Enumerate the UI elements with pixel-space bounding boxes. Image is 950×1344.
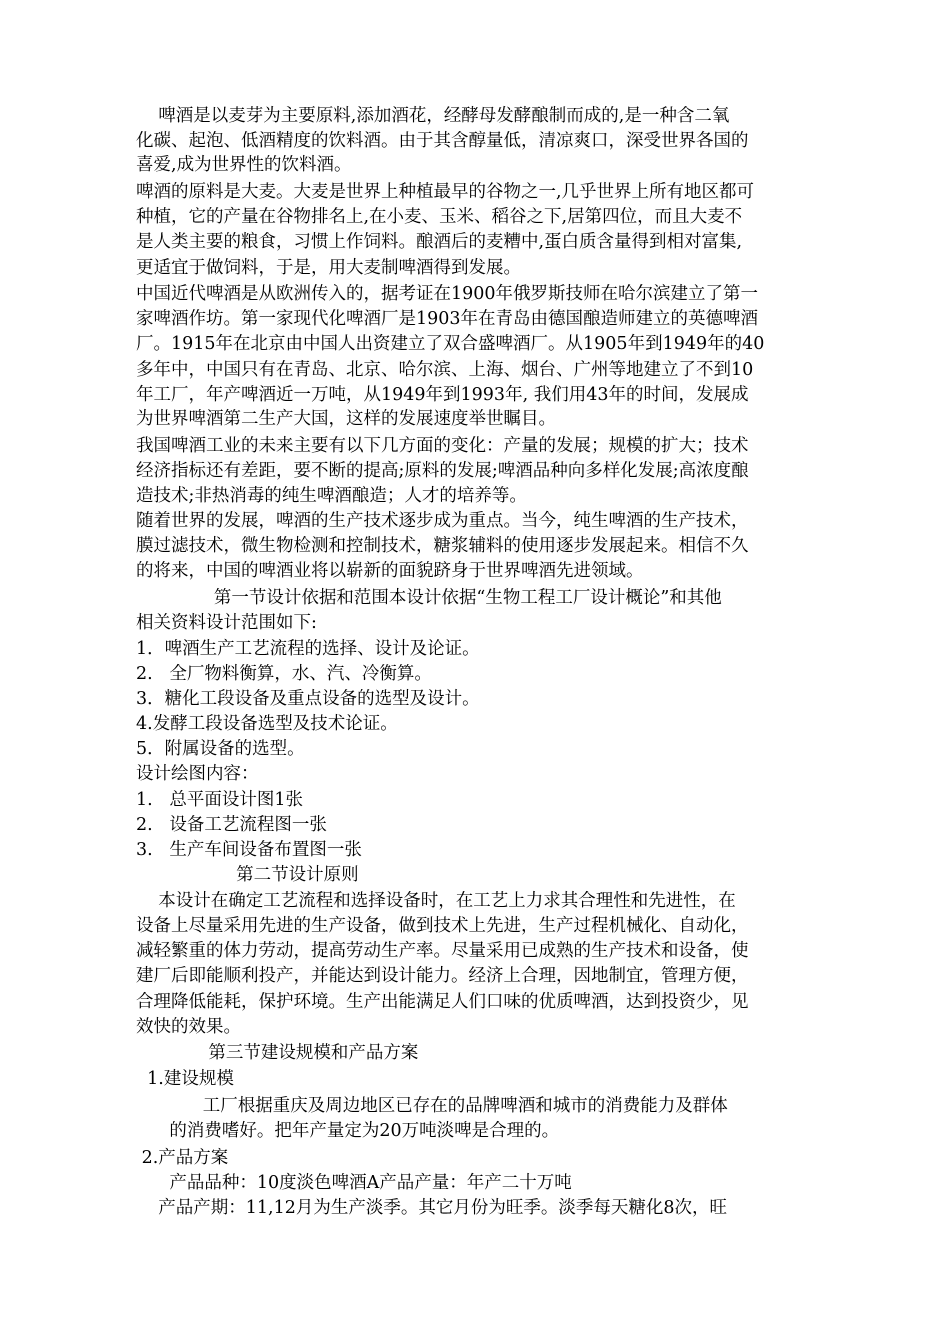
text-line: 4.发酵工段设备选型及技术论证。	[136, 714, 398, 734]
text-line: 第一节设计依据和范围本设计依据“生物工程工厂设计概论”和其他	[136, 588, 722, 608]
text-line: 我国啤酒工业的未来主要有以下几方面的变化：产量的发展；规模的扩大；技术	[136, 436, 749, 456]
text-line: 效快的效果。	[136, 1017, 241, 1037]
text-line: 5．附属设备的选型。	[136, 739, 305, 759]
text-line: 是人类主要的粮食，习惯上作饲料。酿酒后的麦糟中,蛋白质含量得到相对富集,	[136, 232, 743, 252]
text-line: 产品品种：10度淡色啤酒A产品产量：年产二十万吨	[136, 1173, 572, 1193]
text-line: 中国近代啤酒是从欧洲传入的，据考证在1900年俄罗斯技师在哈尔滨建立了第一	[136, 284, 759, 304]
text-line: 建厂后即能顺利投产，并能达到设计能力。经济上合理，因地制宜，管理方便，	[136, 966, 749, 986]
text-line: 设备上尽量采用先进的生产设备，做到技术上先进，生产过程机械化、自动化，	[136, 916, 749, 936]
text-line: 经济指标还有差距，要不断的提高;原料的发展;啤酒品种向多样化发展;高浓度酿	[136, 461, 749, 481]
text-line: 多年中，中国只有在青岛、北京、哈尔滨、上海、烟台、广州等地建立了不到10	[136, 360, 754, 380]
text-line: 2. 全厂物料衡算，水、汽、冷衡算。	[136, 664, 432, 684]
text-line: 年工厂，年产啤酒近一万吨，从1949年到1993年, 我们用43年的时间，发展成	[136, 385, 749, 405]
text-line: 产品产期：11,12月为生产淡季。其它月份为旺季。淡季每天糖化8次，旺	[136, 1198, 727, 1218]
text-line: 2. 设备工艺流程图一张	[136, 815, 327, 835]
text-line: 更适宜于做饲料，于是，用大麦制啤酒得到发展。	[136, 258, 521, 278]
text-line: 为世界啤酒第二生产大国，这样的发展速度举世瞩目。	[136, 409, 556, 429]
text-line: 3．糖化工段设备及重点设备的选型及设计。	[136, 689, 480, 709]
text-line: 造技术;非热消毒的纯生啤酒酿造；人才的培养等。	[136, 486, 527, 506]
text-line: 厂。1915年在北京由中国人出资建立了双合盛啤酒厂。从1905年到1949年的40	[136, 334, 765, 354]
text-line: 2.产品方案	[136, 1148, 229, 1168]
text-line: 啤酒是以麦芽为主要原料,添加酒花，经酵母发酵酿制而成的,是一种含二氧	[136, 106, 730, 126]
text-line: 相关资料设计范围如下:	[136, 613, 317, 633]
text-line: 的消费嗜好。把年产量定为20万吨淡啤是合理的。	[136, 1121, 560, 1141]
text-line: 1．啤酒生产工艺流程的选择、设计及论证。	[136, 639, 480, 659]
text-line: 合理降低能耗，保护环境。生产出能满足人们口味的优质啤酒，达到投资少，见	[136, 992, 749, 1012]
text-line: 第二节设计原则	[136, 865, 359, 885]
text-line: 种植，它的产量在谷物排名上,在小麦、玉米、稻谷之下,居第四位，而且大麦不	[136, 207, 743, 227]
text-line: 1.建设规模	[136, 1069, 234, 1089]
text-line: 的将来，中国的啤酒业将以崭新的面貌跻身于世界啤酒先进领域。	[136, 561, 644, 581]
text-line: 化碳、起泡、低酒精度的饮料酒。由于其含醇量低，清凉爽口，深受世界各国的	[136, 131, 749, 151]
text-line: 设计绘图内容：	[136, 764, 259, 784]
text-line: 减轻繁重的体力劳动，提高劳动生产率。尽量采用已成熟的生产技术和设备，使	[136, 941, 749, 961]
text-line: 随着世界的发展，啤酒的生产技术逐步成为重点。当今，纯生啤酒的生产技术，	[136, 511, 749, 531]
text-line: 膜过滤技术，微生物检测和控制技术，糖浆辅料的使用逐步发展起来。相信不久	[136, 536, 749, 556]
text-line: 本设计在确定工艺流程和选择设备时，在工艺上力求其合理性和先进性，在	[136, 891, 736, 911]
text-line: 啤酒的原料是大麦。大麦是世界上种植最早的谷物之一,几乎世界上所有地区都可	[136, 182, 755, 202]
text-line: 家啤酒作坊。第一家现代化啤酒厂是1903年在青岛由德国酿造师建立的英德啤酒	[136, 309, 759, 329]
text-line: 1. 总平面设计图1张	[136, 790, 304, 810]
text-line: 第三节建设规模和产品方案	[136, 1043, 419, 1063]
text-line: 3. 生产车间设备布置图一张	[136, 840, 362, 860]
text-line: 工厂根据重庆及周边地区已存在的品牌啤酒和城市的消费能力及群体	[136, 1096, 728, 1116]
text-line: 喜爱,成为世界性的饮料酒。	[136, 155, 352, 175]
